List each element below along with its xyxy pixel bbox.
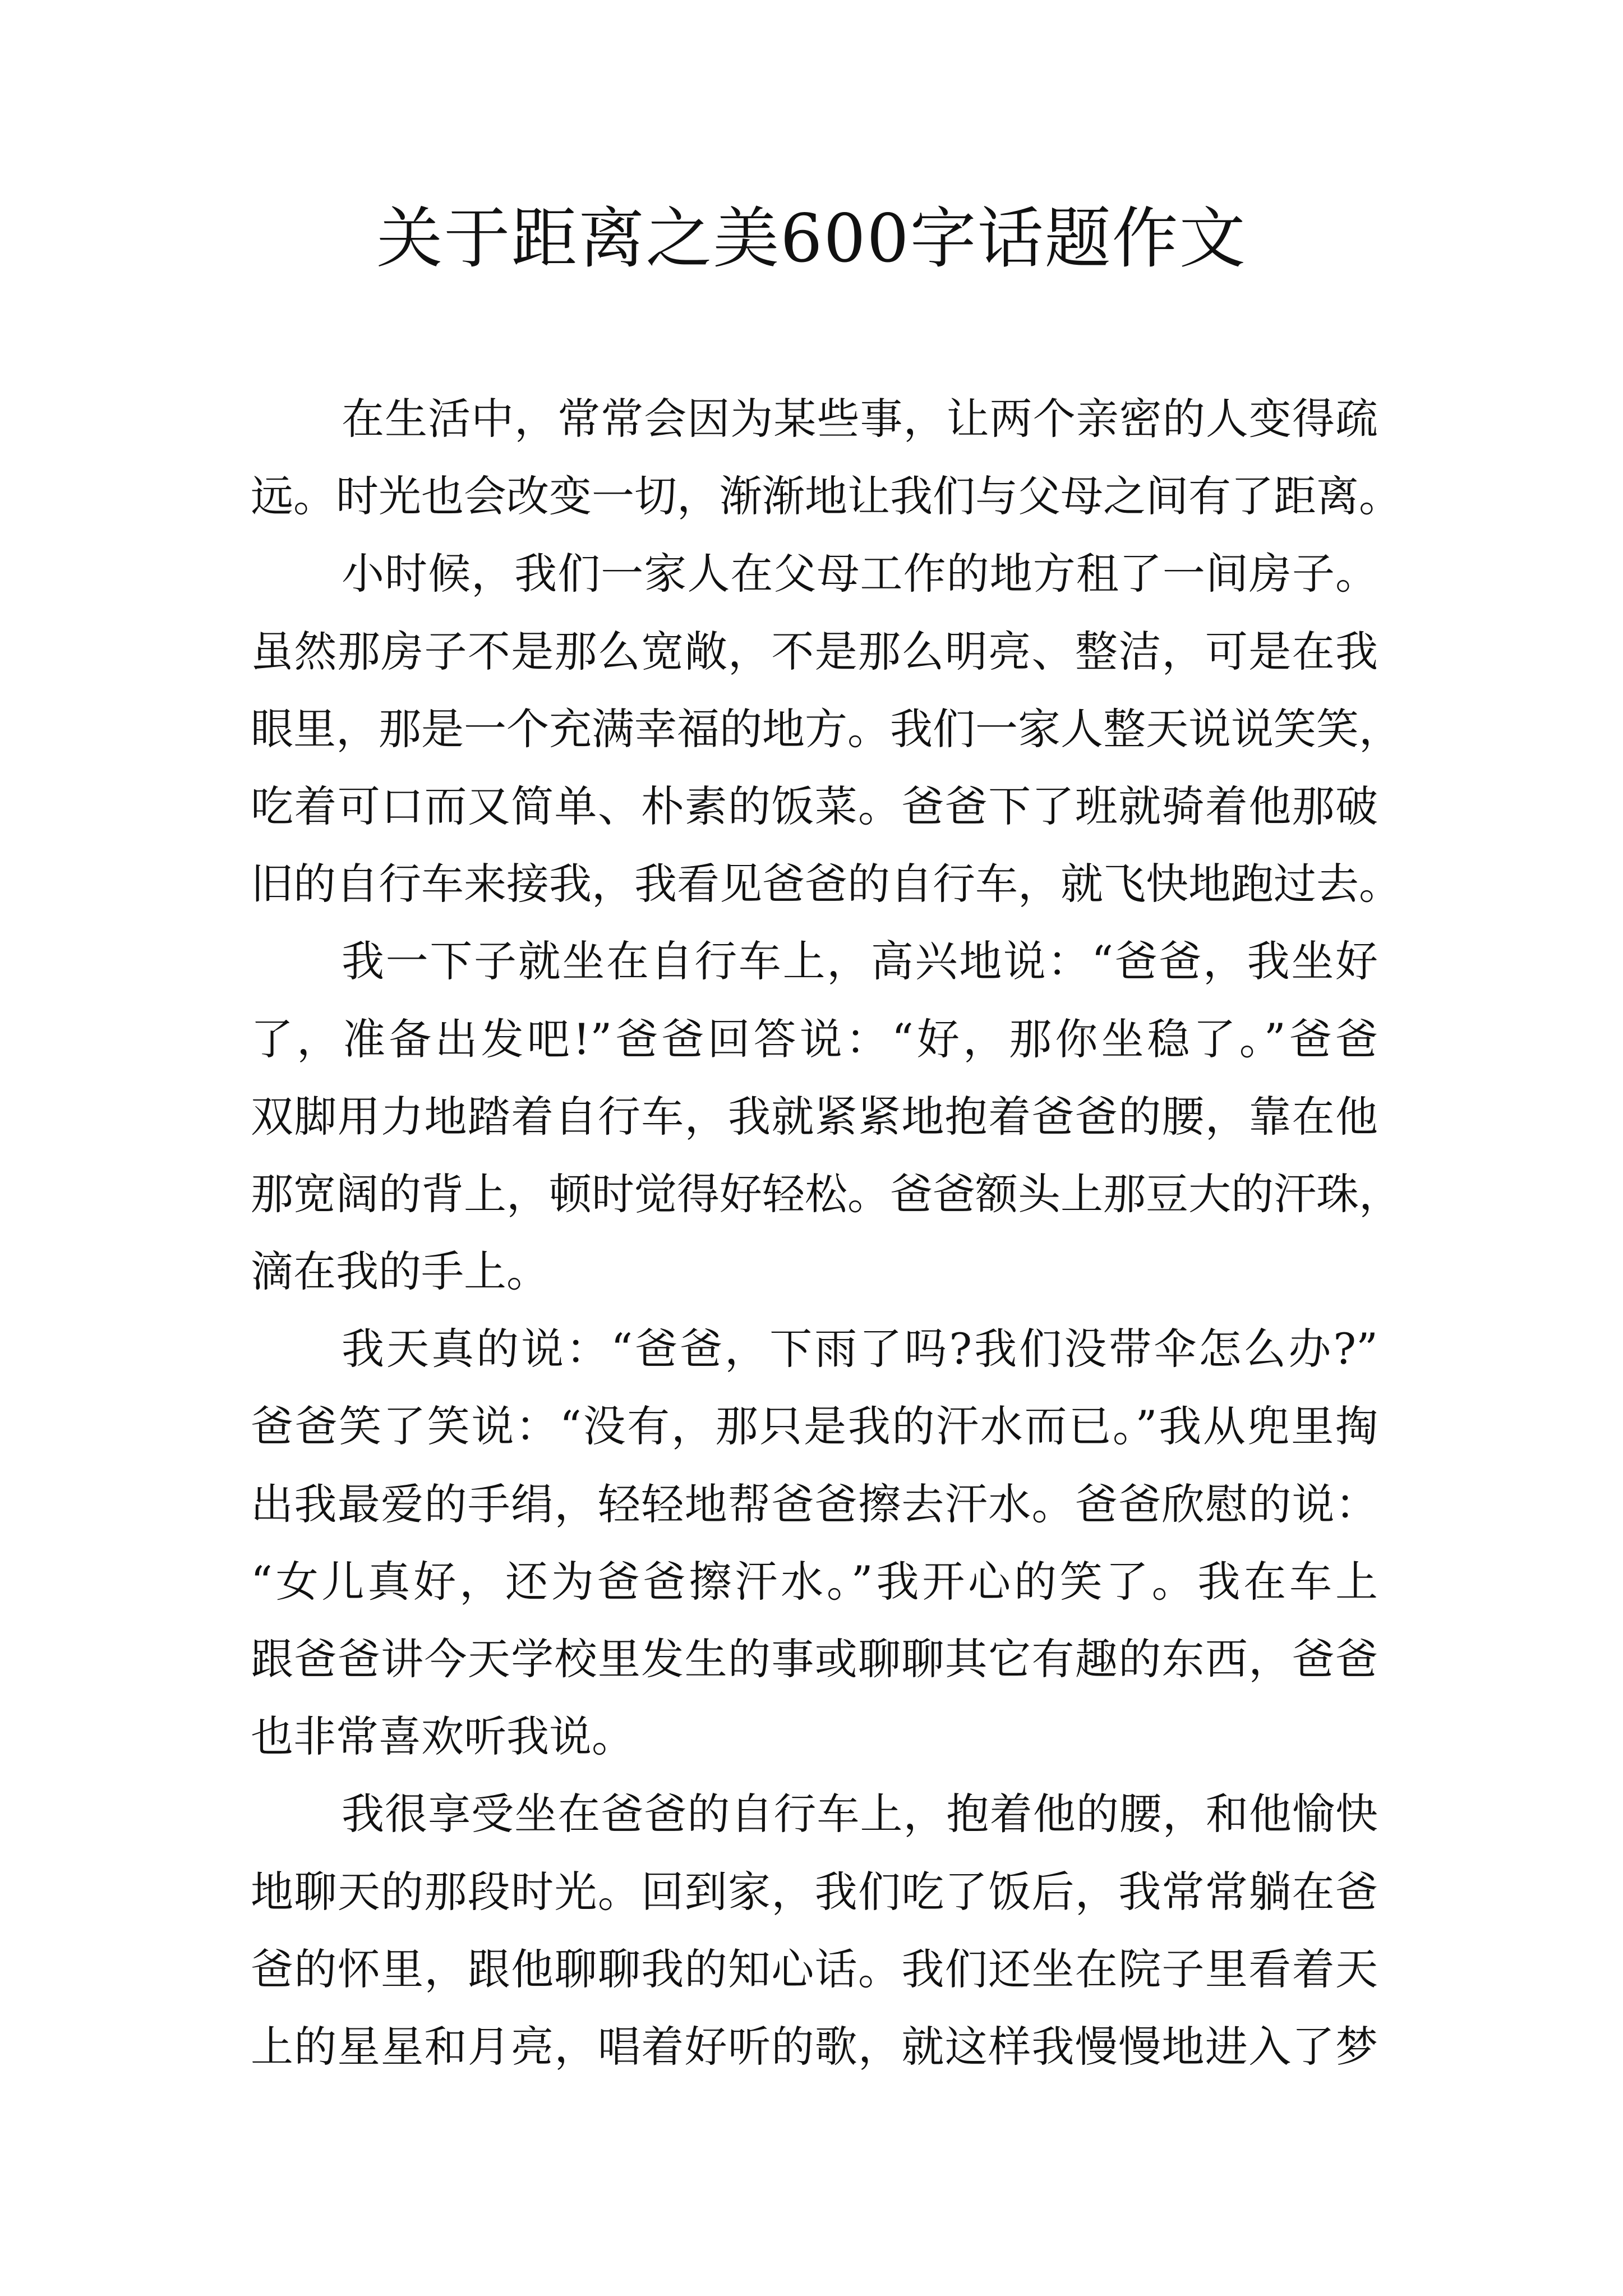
paragraph (251, 1775, 1378, 2086)
text-line: 爸爸笑了笑说：“没有，那只是我的汗水而已。”我从兜里掏 (251, 1401, 1378, 1452)
document-body (251, 380, 1401, 2086)
paragraph (251, 923, 1401, 1310)
text-line: 旧的自行车来接我，我看见爸爸的自行车，就飞快地跑过去。 (251, 859, 1401, 909)
text-line: 我很享受坐在爸爸的自行车上，抱着他的腰，和他愉快 (342, 1789, 1378, 1839)
text-line: 地聊天的那段时光。回到家，我们吃了饭后，我常常躺在爸 (251, 1866, 1378, 1917)
text-line: 我一下子就坐在自行车上，高兴地说：“爸爸，我坐好 (342, 936, 1378, 987)
text-line: 远。时光也会改变一切，渐渐地让我们与父母之间有了距离。 (251, 471, 1401, 522)
text-line: 上的星星和月亮，唱着好听的歌，就这样我慢慢地进入了梦 (251, 2021, 1378, 2072)
text-line: 眼里，那是一个充满幸福的地方。我们一家人整天说说笑笑， (251, 703, 1401, 754)
text-line: 那宽阔的背上，顿时觉得好轻松。爸爸额头上那豆大的汗珠， (251, 1168, 1401, 1219)
text-line: 也非常喜欢听我说。 (251, 1711, 634, 1762)
text-line: 在生活中，常常会因为某些事，让两个亲密的人变得疏 (342, 394, 1378, 444)
text-line: 出我最爱的手绢，轻轻地帮爸爸擦去汗水。爸爸欣慰的说： (251, 1479, 1378, 1529)
text-line: 了，准备出发吧!”爸爸回答说：“好，那你坐稳了。”爸爸 (251, 1014, 1378, 1064)
text-line: 吃着可口而又简单、朴素的饭菜。爸爸下了班就骑着他那破 (251, 781, 1378, 831)
paragraph (251, 1310, 1378, 1775)
text-line: “女儿真好，还为爸爸擦汗水。”我开心的笑了。我在车上 (251, 1556, 1378, 1607)
document-title: 关于距离之美600字话题作文 (376, 200, 1247, 277)
text-line: 双脚用力地踏着自行车，我就紧紧地抱着爸爸的腰，靠在他 (251, 1091, 1378, 1142)
text-line: 我天真的说：“爸爸，下雨了吗?我们没带伞怎么办?” (342, 1324, 1378, 1374)
paragraph (251, 380, 1401, 535)
text-line: 虽然那房子不是那么宽敞，不是那么明亮、整洁，可是在我 (251, 626, 1378, 677)
text-line: 小时候，我们一家人在父母工作的地方租了一间房子。 (342, 549, 1378, 599)
text-line: 滴在我的手上。 (251, 1246, 549, 1297)
paragraph (251, 535, 1401, 923)
text-line: 跟爸爸讲今天学校里发生的事或聊聊其它有趣的东西，爸爸 (251, 1634, 1378, 1684)
text-line: 爸的怀里，跟他聊聊我的知心话。我们还坐在院子里看着天 (251, 1944, 1378, 1994)
